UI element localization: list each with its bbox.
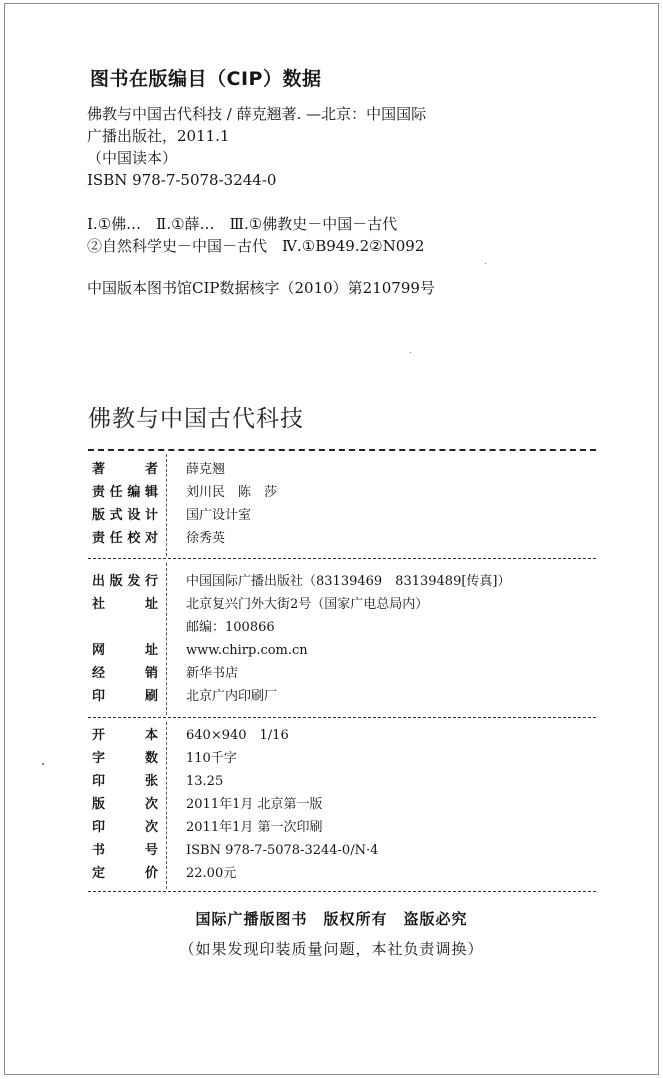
cip-record-line: ISBN 978-7-5078-3244-0 — [87, 171, 277, 189]
info-label: 社址 — [92, 597, 158, 612]
info-label: 责任校对 — [92, 531, 158, 546]
info-label: 版式设计 — [92, 508, 158, 523]
quality-notice: （如果发现印装质量问题，本社负责调换） — [179, 940, 484, 958]
info-value: 徐秀英 — [186, 531, 226, 546]
column-divider — [166, 454, 167, 556]
cip-classification — [87, 213, 567, 257]
info-label: 印张 — [92, 774, 158, 789]
cip-record-line: 佛教与中国古代科技 / 薛克翘著. —北京：中国国际 — [87, 105, 427, 123]
info-label: 印次 — [92, 820, 158, 835]
section-divider — [88, 891, 596, 892]
info-label: 定价 — [92, 866, 158, 881]
info-label: 著者 — [92, 462, 158, 477]
info-value: 中国国际广播出版社（83139469 83139489[传真]） — [186, 574, 511, 589]
info-value: 国广设计室 — [186, 508, 252, 523]
classification-line: ②自然科学史－中国－古代 Ⅳ.①B949.2②N092 — [87, 237, 425, 255]
info-value: 刘川民 陈 莎 — [186, 485, 278, 500]
info-value: 13.25 — [186, 774, 224, 789]
scan-speck — [42, 763, 44, 765]
info-label: 开本 — [92, 728, 158, 743]
section-divider — [88, 558, 596, 559]
info-label: 版次 — [92, 797, 158, 812]
column-divider — [166, 563, 167, 715]
info-label: 责任编辑 — [92, 485, 158, 500]
info-value: 薛克翘 — [186, 462, 226, 477]
info-label: 印刷 — [92, 689, 158, 704]
info-value: 110千字 — [186, 751, 237, 766]
scan-speck — [410, 352, 411, 353]
info-value: ISBN 978-7-5078-3244-0/N·4 — [186, 843, 379, 858]
cip-record — [87, 103, 567, 191]
info-label: 经销 — [92, 666, 158, 681]
info-value: 北京广内印刷厂 — [186, 689, 278, 704]
info-label: 书号 — [92, 843, 158, 858]
classification-line: Ⅰ.①佛… Ⅱ.①薛… Ⅲ.①佛教史－中国－古代 — [87, 215, 398, 233]
info-value: 北京复兴门外大街2号（国家广电总局内） — [186, 597, 429, 612]
cip-record-line: （中国读本） — [87, 149, 178, 167]
info-value: 2011年1月 北京第一版 — [186, 797, 323, 812]
info-label: 网址 — [92, 643, 158, 658]
book-title: 佛教与中国古代科技 — [88, 406, 304, 432]
section-divider — [88, 717, 596, 718]
cip-record-line: 广播出版社，2011.1 — [87, 127, 230, 145]
copyright-notice: 国际广播版图书 版权所有 盗版必究 — [195, 910, 468, 928]
info-value: 22.00元 — [186, 866, 237, 881]
info-label: 字数 — [92, 751, 158, 766]
scan-speck — [485, 263, 486, 264]
cip-heading: 图书在版编目（CIP）数据 — [90, 68, 322, 90]
info-label: 出版发行 — [92, 574, 158, 589]
section-divider — [88, 449, 596, 451]
info-value: www.chirp.com.cn — [186, 643, 308, 658]
info-value: 640×940 1/16 — [186, 728, 289, 743]
info-value: 2011年1月 第一次印刷 — [186, 820, 323, 835]
info-value: 新华书店 — [186, 666, 239, 681]
column-divider — [166, 722, 167, 889]
cip-approval-number: 中国版本图书馆CIP数据核字（2010）第210799号 — [87, 279, 435, 297]
info-value: 邮编：100866 — [186, 620, 275, 635]
